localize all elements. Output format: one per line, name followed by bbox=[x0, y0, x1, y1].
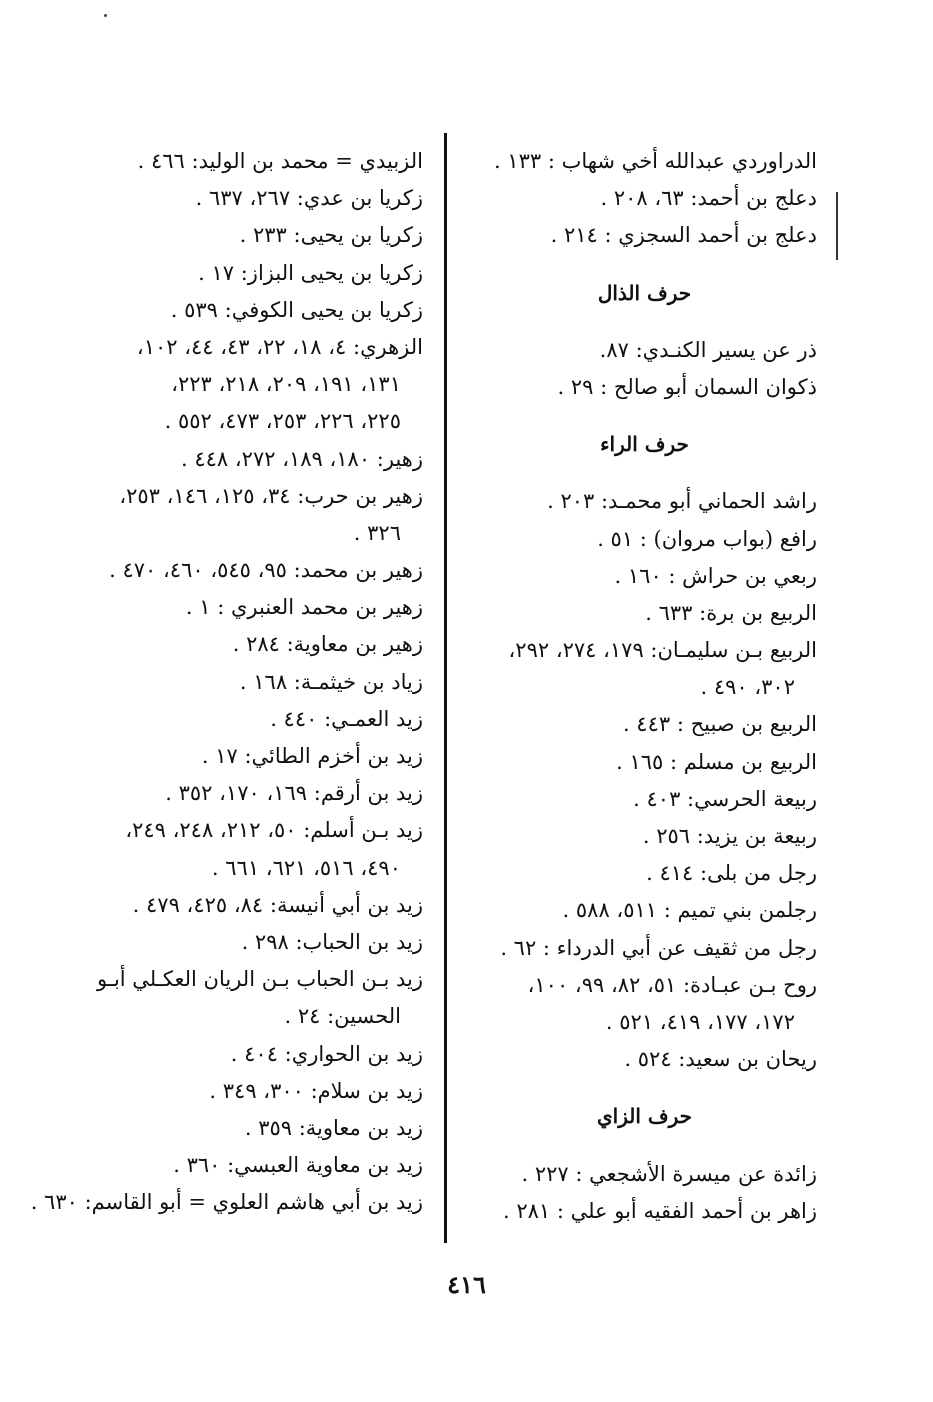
index-entry: زيد بن سلام: ٣٠٠، ٣٤٩ . bbox=[209, 1078, 423, 1103]
index-entry: ربيعة الحرسي: ٤٠٣ . bbox=[633, 786, 817, 811]
index-entry: زكريا بن يحيى البزاز: ١٧ . bbox=[198, 260, 423, 285]
index-entry: زهير بن معاوية: ٢٨٤ . bbox=[232, 632, 423, 657]
index-entry: رجل من بلى: ٤١٤ . bbox=[646, 861, 817, 886]
index-entry: الزهري: ٤، ١٨، ٢٢، ٤٣، ٤٤، ١٠٢، bbox=[136, 334, 423, 359]
index-entry: زهير بن حرب: ٣٤، ١٢٥، ١٤٦، ٢٥٣، bbox=[119, 483, 423, 508]
index-entry: روح بـن عبـادة: ٥١، ٨٢، ٩٩، ١٠٠، bbox=[527, 972, 817, 997]
index-entry: زيد بن أخزم الطائي: ١٧ . bbox=[201, 744, 423, 768]
index-entry: رجلمن بني تميم : ٥١١، ٥٨٨ . bbox=[562, 898, 817, 923]
index-entry: زكريا بن يحيى الكوفي: ٥٣٩ . bbox=[170, 297, 423, 322]
index-entry: الربيع بن مسلم : ١٦٥ . bbox=[616, 749, 817, 774]
index-entry: ذر عن يسير الكنـدي: ٨٧. bbox=[599, 337, 817, 362]
column-divider bbox=[444, 133, 447, 1243]
speck-mark bbox=[104, 14, 107, 17]
index-entry: زيد العمـي: ٤٤٠ . bbox=[270, 706, 423, 731]
index-entry: الربيع بن برة: ٦٣٣ . bbox=[645, 600, 817, 625]
index-entry: زيد بن معاوية العبسي: ٣٦٠ . bbox=[173, 1153, 423, 1178]
index-entry: زكريا بن عدي: ٢٦٧، ٦٣٧ . bbox=[195, 186, 423, 211]
index-entry: زياد بن خيثمـة: ١٦٨ . bbox=[239, 669, 423, 694]
index-entry: زيد بن معاوية: ٣٥٩ . bbox=[244, 1115, 423, 1140]
index-entry: زيد بـن أسلم: ٥٠، ٢١٢، ٢٤٨، ٢٤٩، bbox=[125, 818, 423, 843]
index-entry: زهير بن محمد: ٩٥، ٥٤٥، ٤٦٠، ٤٧٠ . bbox=[109, 558, 423, 583]
margin-line-mark bbox=[836, 192, 838, 260]
index-entry: زيد بن أرقم: ١٦٩، ١٧٠، ٣٥٢ . bbox=[165, 781, 423, 806]
index-entry: دعلج بن أحمد السجزي : ٢١٤ . bbox=[550, 223, 817, 248]
page-number: ٤١٦ bbox=[447, 1270, 486, 1299]
index-entry: دعلج بن أحمد: ٦٣، ٢٠٨ . bbox=[600, 186, 817, 211]
index-entry: الدراوردي عبدالله أخي شهاب : ١٣٣ . bbox=[493, 149, 817, 173]
index-entry: زيد بن أبي هاشم العلوي = أبو القاسم: ٦٣٠ . bbox=[30, 1190, 423, 1215]
index-entry: راشد الحماني أبو محمـد: ٢٠٣ . bbox=[547, 489, 817, 514]
index-entry: الربيع بن صبيح : ٤٤٣ . bbox=[622, 712, 817, 737]
index-entry: ربعي بن حراش : ١٦٠ . bbox=[614, 563, 817, 588]
index-entry: الربيع بـن سليمـان: ١٧٩، ٢٧٤، ٢٩٢، bbox=[508, 638, 817, 663]
index-entry: ذكوان السمان أبو صالح : ٢٩ . bbox=[557, 374, 817, 399]
index-entry-continuation: ٣٠٢، ٤٩٠ . bbox=[700, 675, 795, 700]
index-entry: زيد بن أبي أنيسة: ٨٤، ٤٢٥، ٤٧٩ . bbox=[132, 892, 423, 917]
section-heading-ra: حرف الراء bbox=[600, 432, 689, 457]
index-entry: ربيعة بن يزيد: ٢٥٦ . bbox=[642, 824, 817, 848]
index-entry: زكريا بن يحيى: ٢٣٣ . bbox=[239, 223, 423, 248]
right-column bbox=[472, 143, 817, 1230]
index-entry: زيد بن الحباب: ٢٩٨ . bbox=[241, 929, 423, 954]
left-column bbox=[30, 143, 423, 1221]
section-heading-zay: حرف الزاي bbox=[597, 1104, 692, 1129]
index-entry-continuation: ١٧٢، ١٧٧، ٤١٩، ٥٢١ . bbox=[605, 1009, 795, 1034]
index-entry: زيد بن الحواري: ٤٠٤ . bbox=[230, 1041, 423, 1066]
index-entry-continuation: ٤٩٠، ٥١٦، ٦٢١، ٦٦١ . bbox=[211, 855, 401, 880]
section-heading-dhal: حرف الذال bbox=[597, 280, 692, 305]
index-entry: رافع (بواب مروان) : ٥١ . bbox=[597, 526, 817, 551]
index-entry-continuation: ٣٢٦ . bbox=[353, 520, 401, 545]
index-entry: زيد بـن الحباب بـن الريان العكـلي أبـو bbox=[96, 967, 423, 992]
index-entry: الزبيدي = محمد بن الوليد: ٤٦٦ . bbox=[137, 149, 423, 173]
index-entry-continuation: ٢٢٥، ٢٢٦، ٢٥٣، ٤٧٣، ٥٥٢ . bbox=[164, 409, 401, 434]
index-entry: زهير: ١٨٠، ١٨٩، ٢٧٢، ٤٤٨ . bbox=[181, 446, 423, 471]
index-entry-continuation: الحسين: ٢٤ . bbox=[284, 1004, 401, 1029]
index-entry: زائدة عن ميسرة الأشجعي : ٢٢٧ . bbox=[521, 1161, 817, 1186]
index-entry-continuation: ١٣١، ١٩١، ٢٠٩، ٢١٨، ٢٢٣، bbox=[171, 372, 401, 397]
index-entry: زاهر بن أحمد الفقيه أبو علي : ٢٨١ . bbox=[502, 1198, 817, 1223]
index-entry: رجل من ثقيف عن أبي الدرداء : ٦٢ . bbox=[500, 935, 817, 960]
index-entry: ريحان بن سعيد: ٥٢٤ . bbox=[624, 1047, 817, 1072]
index-entry: زهير بن محمد العنبري : ١ . bbox=[185, 595, 423, 620]
